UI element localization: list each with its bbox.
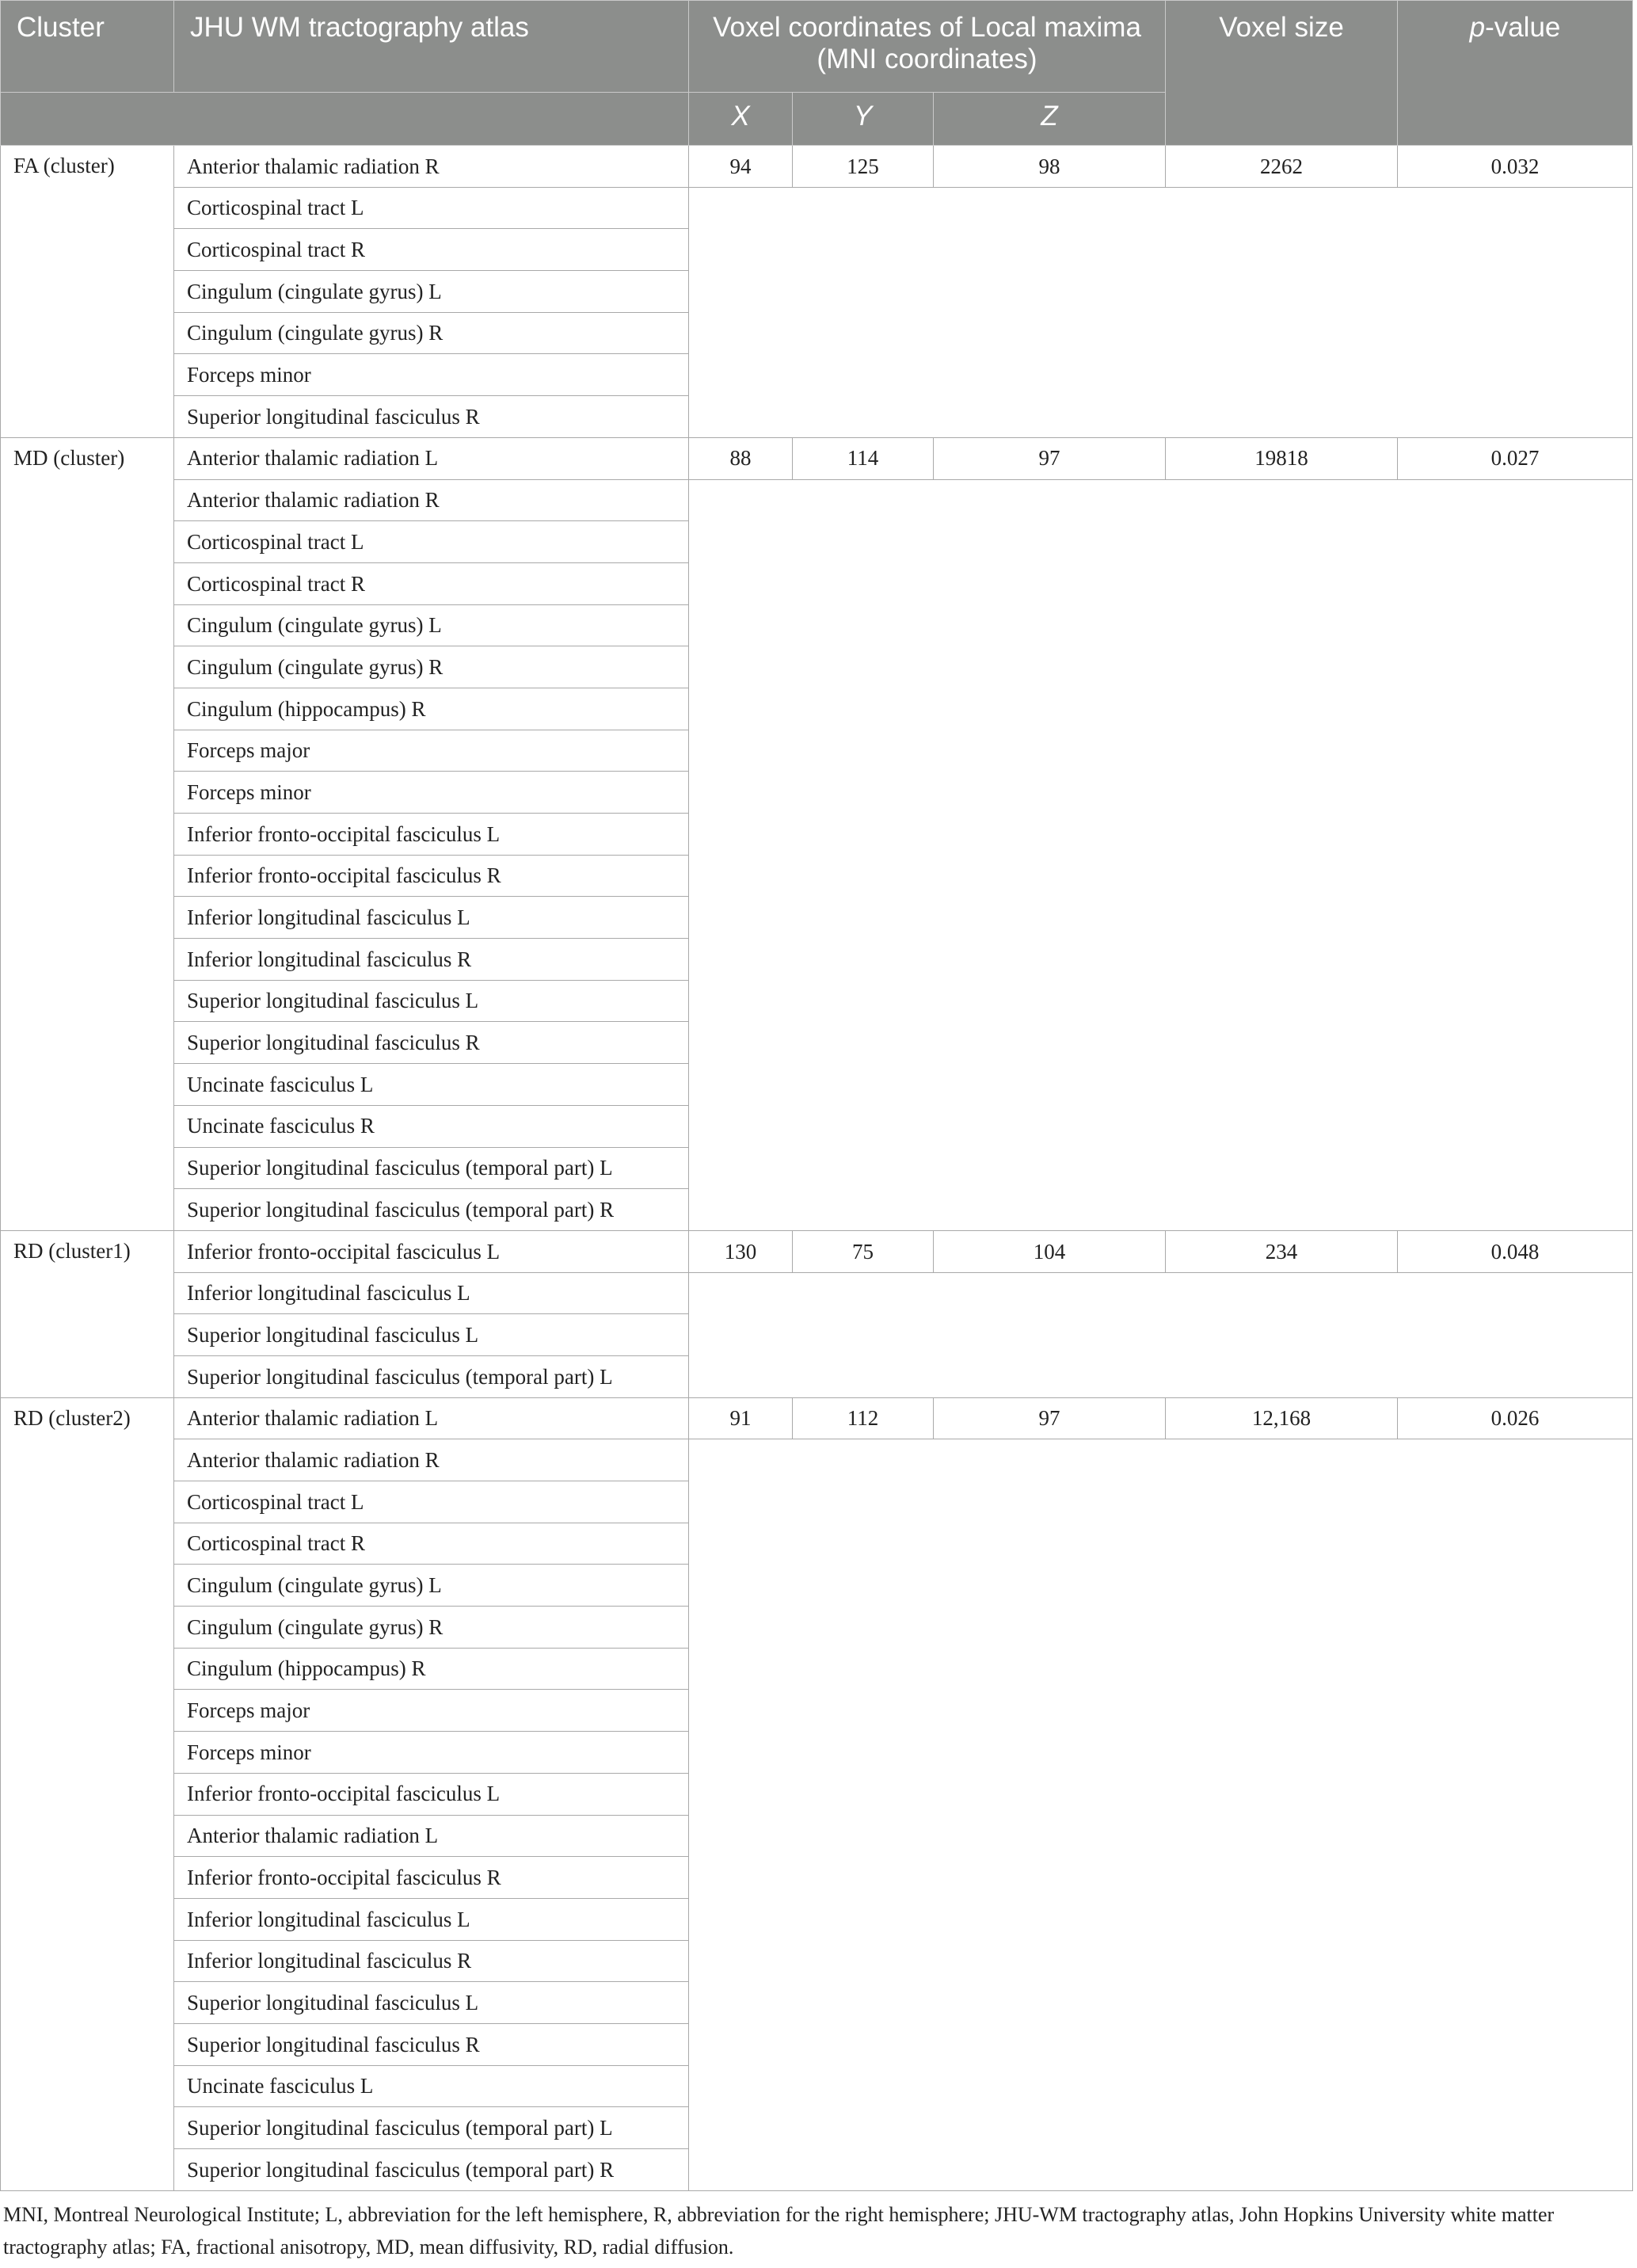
header-p-letter: p xyxy=(1469,12,1486,43)
tract-name: Cingulum (cingulate gyrus) L xyxy=(174,1565,689,1607)
tract-name: Cingulum (cingulate gyrus) L xyxy=(174,271,689,313)
tract-name: Forceps major xyxy=(174,1690,689,1732)
coord-x: 130 xyxy=(689,1230,793,1272)
header-y: Y xyxy=(793,93,934,146)
tract-name: Inferior longitudinal fasciculus L xyxy=(174,1898,689,1940)
coord-z: 97 xyxy=(934,437,1166,479)
tract-name: Superior longitudinal fasciculus (temporal part) R xyxy=(174,2149,689,2191)
header-coordinates: Voxel coordinates of Local maxima (MNI coordinates) xyxy=(689,1,1166,93)
tract-name: Forceps minor xyxy=(174,772,689,814)
p-value: 0.032 xyxy=(1398,146,1633,188)
tract-name: Corticospinal tract R xyxy=(174,229,689,271)
coord-x: 94 xyxy=(689,146,793,188)
tract-name: Superior longitudinal fasciculus (temporal part) L xyxy=(174,2107,689,2149)
tract-name: Inferior fronto-occipital fasciculus L xyxy=(174,1230,689,1272)
header-x: X xyxy=(689,93,793,146)
table-row xyxy=(1,1230,1633,1272)
coord-y: 112 xyxy=(793,1397,934,1439)
tract-name: Superior longitudinal fasciculus L xyxy=(174,980,689,1022)
tract-name: Corticospinal tract R xyxy=(174,562,689,604)
tract-name: Anterior thalamic radiation R xyxy=(174,479,689,521)
tract-name: Cingulum (cingulate gyrus) R xyxy=(174,312,689,354)
header-atlas: JHU WM tractography atlas xyxy=(174,1,689,93)
empty-cell xyxy=(689,1272,1633,1397)
cluster-label: RD (cluster1) xyxy=(1,1230,174,1397)
header-p-suffix: -value xyxy=(1485,12,1561,43)
tract-name: Corticospinal tract R xyxy=(174,1523,689,1565)
p-value: 0.027 xyxy=(1398,437,1633,479)
table-row xyxy=(1,479,1633,521)
tract-name: Forceps minor xyxy=(174,1732,689,1774)
coord-y: 114 xyxy=(793,437,934,479)
header-spacer xyxy=(1,93,689,146)
tract-name: Inferior fronto-occipital fasciculus R xyxy=(174,1857,689,1899)
voxel-size: 2262 xyxy=(1166,146,1398,188)
coord-y: 75 xyxy=(793,1230,934,1272)
tract-name: Anterior thalamic radiation R xyxy=(174,1439,689,1481)
tract-name: Superior longitudinal fasciculus R xyxy=(174,2023,689,2065)
table-row xyxy=(1,437,1633,479)
tract-name: Inferior longitudinal fasciculus L xyxy=(174,1272,689,1314)
header-voxel-size: Voxel size xyxy=(1166,1,1398,146)
tract-name: Uncinate fasciculus L xyxy=(174,2065,689,2107)
cluster-label: RD (cluster2) xyxy=(1,1397,174,2190)
tract-name: Uncinate fasciculus L xyxy=(174,1064,689,1106)
coord-x: 88 xyxy=(689,437,793,479)
tract-name: Anterior thalamic radiation L xyxy=(174,1397,689,1439)
tract-name: Superior longitudinal fasciculus L xyxy=(174,1314,689,1356)
voxel-size: 12,168 xyxy=(1166,1397,1398,1439)
tract-name: Cingulum (cingulate gyrus) L xyxy=(174,604,689,646)
coord-x: 91 xyxy=(689,1397,793,1439)
table-footnote: MNI, Montreal Neurological Institute; L, abbreviation for the left hemisphere, R, abbreviation for the right hemisphere; JHU-WM tractography atlas, John Hopkins University white matter tractography atlas; FA, fractional anisotropy, MD, mean diffusivity, RD, radial diffusion. xyxy=(3,2203,1555,2258)
table-row xyxy=(1,187,1633,229)
tract-name: Cingulum (cingulate gyrus) R xyxy=(174,1607,689,1649)
voxel-size: 19818 xyxy=(1166,437,1398,479)
tract-name: Corticospinal tract L xyxy=(174,187,689,229)
tract-name: Inferior longitudinal fasciculus R xyxy=(174,939,689,981)
tract-name: Anterior thalamic radiation R xyxy=(174,146,689,188)
tract-name: Superior longitudinal fasciculus (temporal part) L xyxy=(174,1147,689,1189)
p-value: 0.048 xyxy=(1398,1230,1633,1272)
coord-y: 125 xyxy=(793,146,934,188)
empty-cell xyxy=(689,187,1633,437)
table-row xyxy=(1,1439,1633,1481)
tract-name: Superior longitudinal fasciculus R xyxy=(174,396,689,438)
cluster-label: MD (cluster) xyxy=(1,437,174,1230)
tract-name: Inferior longitudinal fasciculus R xyxy=(174,1940,689,1982)
tract-name: Cingulum (cingulate gyrus) R xyxy=(174,646,689,688)
tract-name: Anterior thalamic radiation L xyxy=(174,1815,689,1857)
empty-cell xyxy=(689,479,1633,1230)
tract-name: Forceps major xyxy=(174,730,689,772)
tract-name: Inferior fronto-occipital fasciculus R xyxy=(174,855,689,897)
table-row xyxy=(1,1397,1633,1439)
tract-name: Cingulum (hippocampus) R xyxy=(174,1648,689,1690)
table-header xyxy=(1,1,1633,146)
tract-name: Inferior longitudinal fasciculus L xyxy=(174,897,689,939)
voxel-size: 234 xyxy=(1166,1230,1398,1272)
table-row xyxy=(1,146,1633,188)
coord-z: 98 xyxy=(934,146,1166,188)
tract-name: Superior longitudinal fasciculus R xyxy=(174,1022,689,1064)
tract-name: Inferior fronto-occipital fasciculus L xyxy=(174,1773,689,1815)
tract-name: Superior longitudinal fasciculus (temporal part) L xyxy=(174,1355,689,1397)
coord-z: 104 xyxy=(934,1230,1166,1272)
tract-name: Inferior fronto-occipital fasciculus L xyxy=(174,814,689,856)
header-p-value xyxy=(1398,1,1633,146)
empty-cell xyxy=(689,1439,1633,2190)
tract-name: Corticospinal tract L xyxy=(174,521,689,563)
tract-name: Uncinate fasciculus R xyxy=(174,1105,689,1147)
table-row xyxy=(1,1272,1633,1314)
tract-name: Forceps minor xyxy=(174,354,689,396)
tract-name: Anterior thalamic radiation L xyxy=(174,437,689,479)
tract-name: Corticospinal tract L xyxy=(174,1481,689,1523)
coord-z: 97 xyxy=(934,1397,1166,1439)
cluster-label: FA (cluster) xyxy=(1,146,174,438)
tract-name: Superior longitudinal fasciculus (temporal part) R xyxy=(174,1189,689,1231)
header-cluster: Cluster xyxy=(1,1,174,93)
table-body xyxy=(1,146,1633,2191)
p-value: 0.026 xyxy=(1398,1397,1633,1439)
tract-name: Cingulum (hippocampus) R xyxy=(174,688,689,730)
tract-name: Superior longitudinal fasciculus L xyxy=(174,1982,689,2024)
header-z: Z xyxy=(934,93,1166,146)
